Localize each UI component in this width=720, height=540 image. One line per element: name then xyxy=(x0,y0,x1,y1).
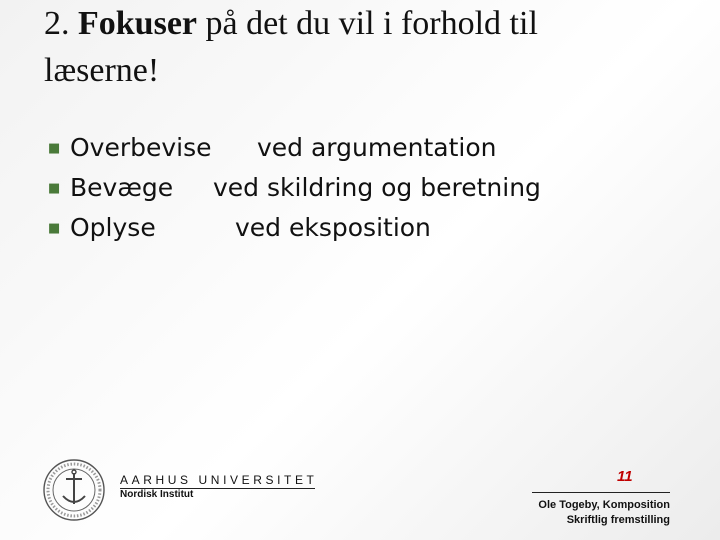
university-seal-icon xyxy=(42,458,106,522)
title-rest: på det du vil i forhold til xyxy=(197,5,538,42)
page-number: 11 xyxy=(617,468,633,485)
square-bullet-icon: ■ xyxy=(48,221,61,236)
university-name: AARHUS UNIVERSITET xyxy=(120,473,318,487)
square-bullet-icon: ■ xyxy=(48,181,61,196)
title-line2: læserne! xyxy=(44,52,160,89)
bullet-term: Oplyse xyxy=(70,213,156,242)
title-bold: Fokuser xyxy=(78,5,197,42)
slide-title xyxy=(44,0,684,94)
author-info xyxy=(538,498,670,528)
author-line2: Skriftlig fremstilling xyxy=(566,514,670,526)
bullet-desc: ved eksposition xyxy=(235,213,431,242)
bullet-term: Bevæge xyxy=(70,173,174,202)
bullet-desc: ved skildring og beretning xyxy=(213,173,541,202)
square-bullet-icon: ■ xyxy=(48,141,61,156)
author-line1: Ole Togeby, Komposition xyxy=(538,499,670,511)
institute-name: Nordisk Institut xyxy=(120,489,194,500)
bullet-desc: ved argumentation xyxy=(257,133,497,162)
divider xyxy=(532,492,670,493)
title-prefix: 2. xyxy=(44,5,78,42)
bullet-term: Overbevise xyxy=(70,133,212,162)
